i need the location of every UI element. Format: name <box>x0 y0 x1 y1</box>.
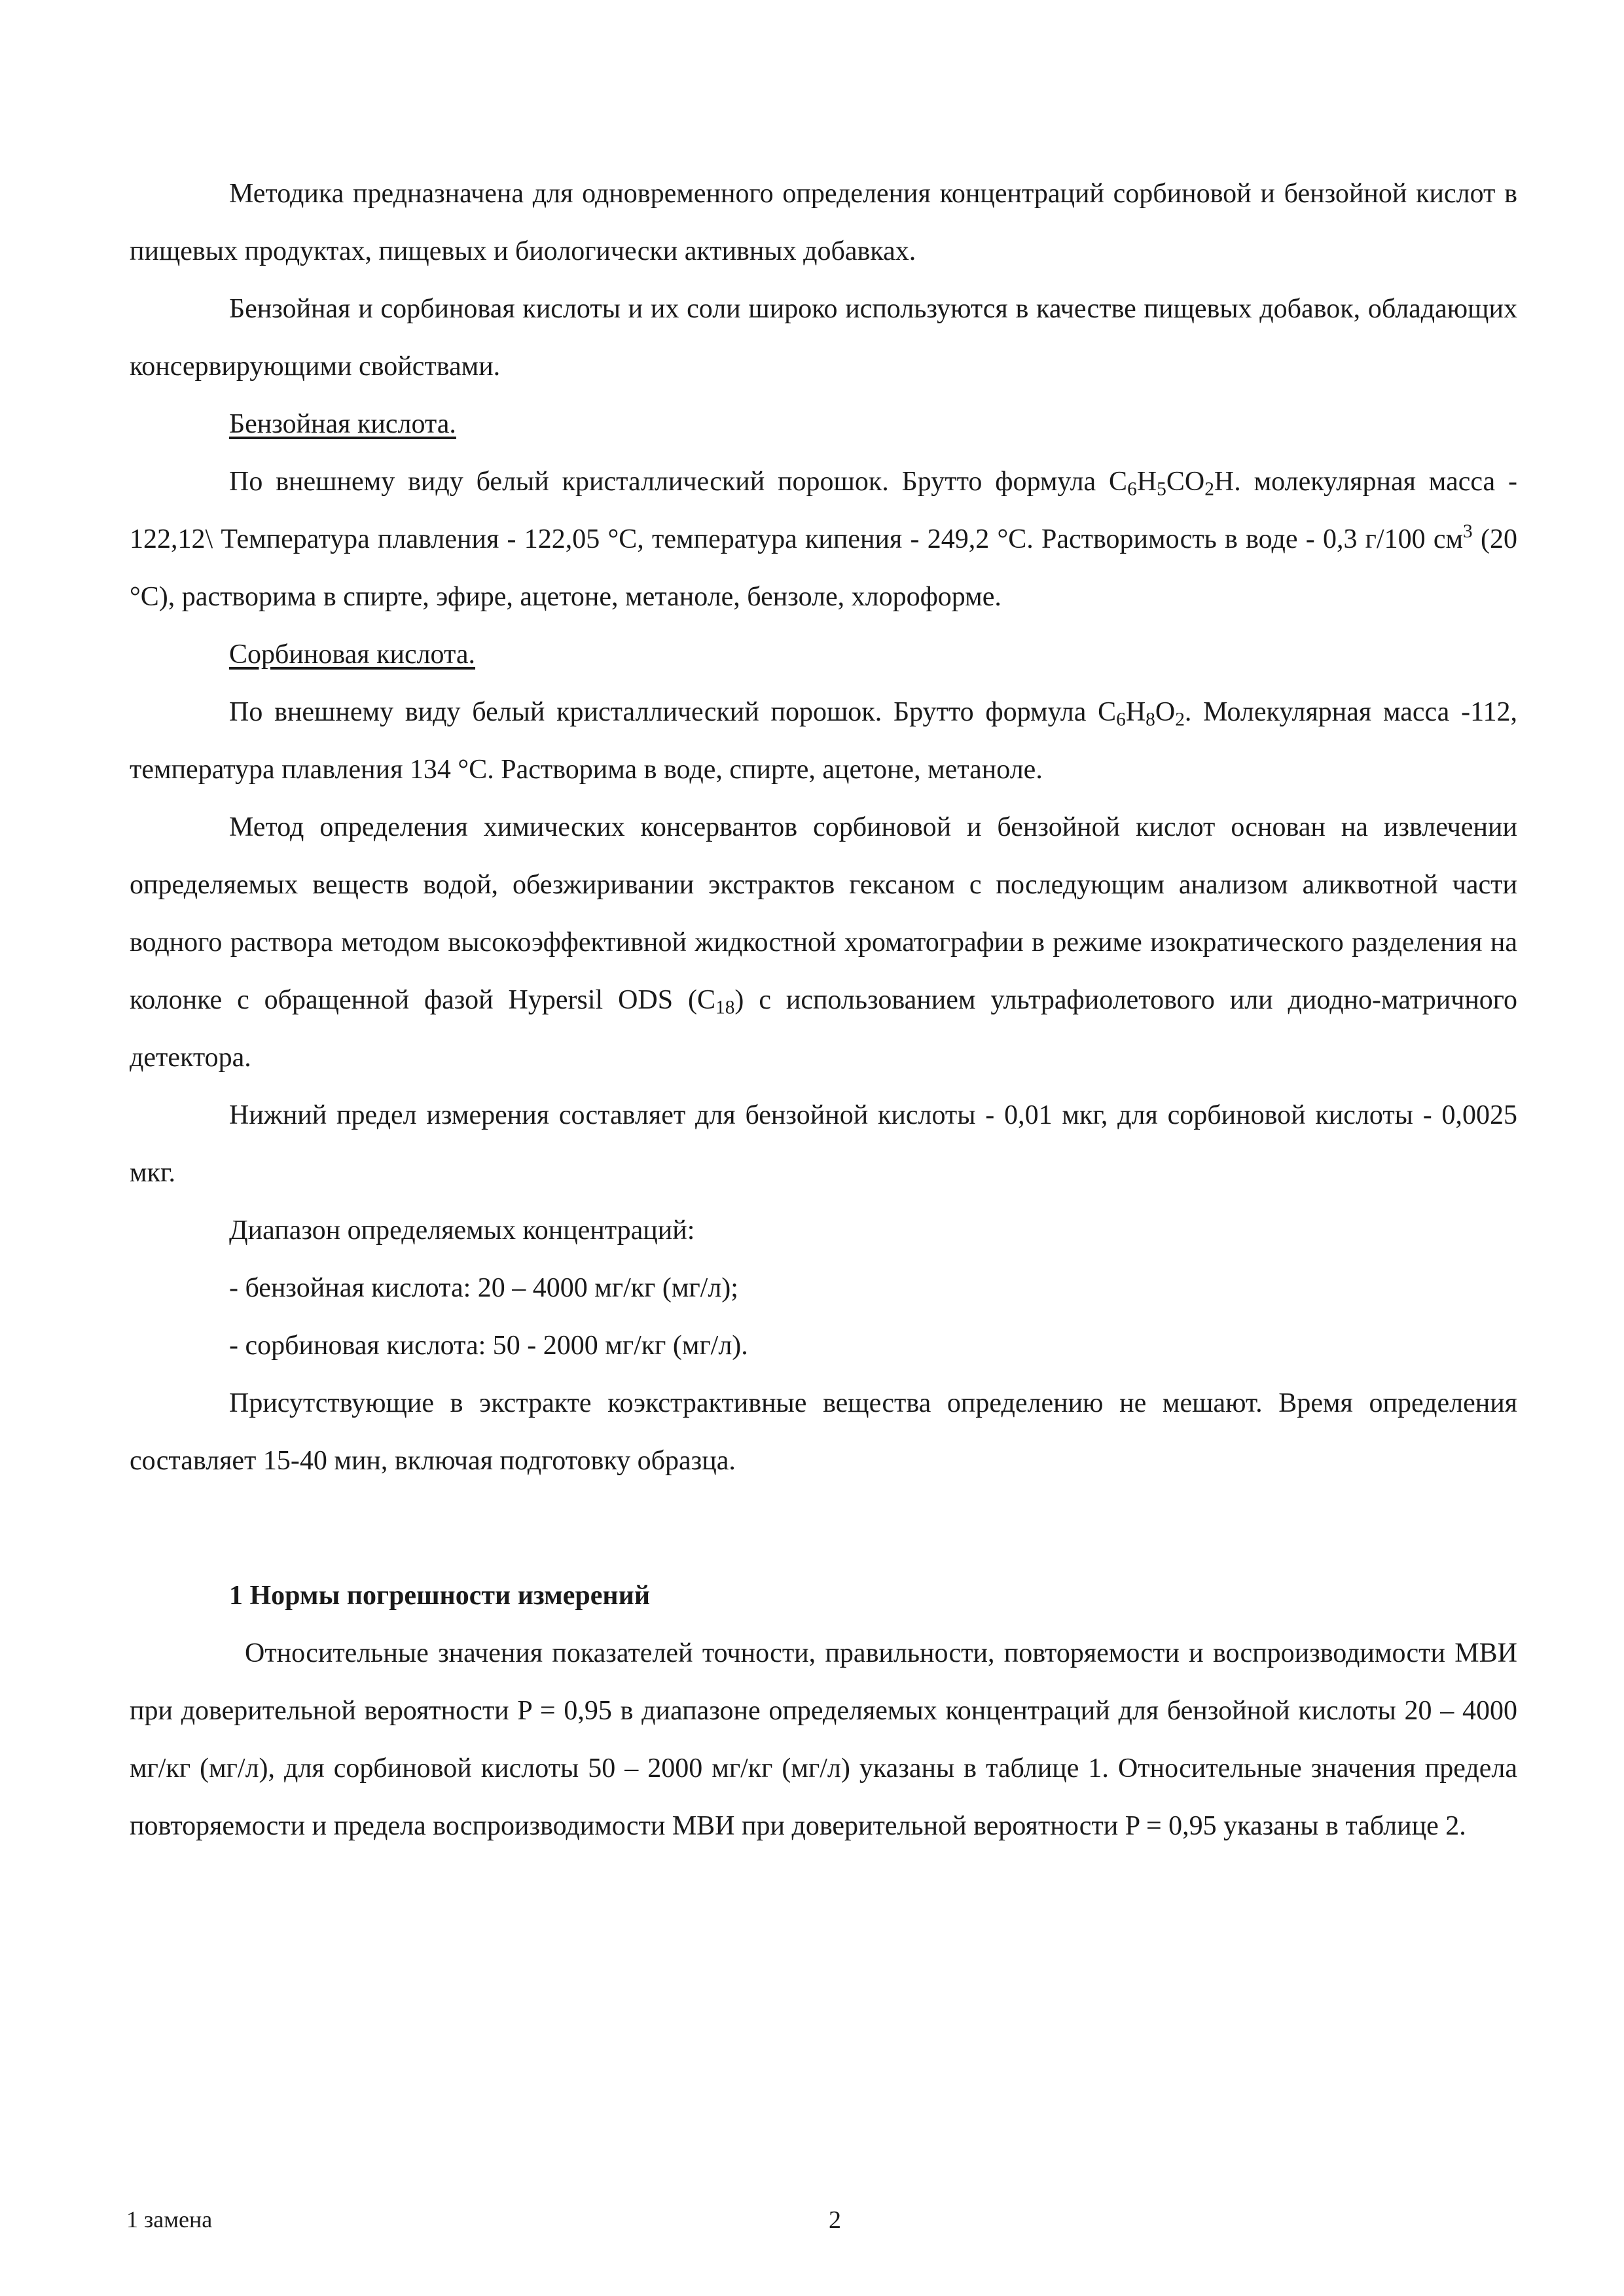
benzoic-text-1: По внешнему виду белый кристаллический порошок. Брутто формула C <box>229 467 1128 497</box>
intro-paragraph-2: Бензойная и сорбиновая кислоты и их соли широко используются в качестве пищевых добавок, обладающих консервирующими свойствами. <box>130 294 1517 382</box>
sorbic-acid-heading <box>130 626 1517 683</box>
benzoic-sub-2: 5 <box>1157 478 1166 500</box>
benzoic-text-2: H <box>1136 467 1157 497</box>
method-sub-1: 18 <box>715 997 735 1018</box>
intro-paragraph-1: Методика предназначена для одновременного определения концентраций сорбиновой и бензойной кислот в пищевых продуктах, пищевых и биологически активных добавках. <box>130 179 1517 266</box>
method-text-2: ) с использованием ультрафиолетового или диодно-матричного детектора. <box>130 985 1517 1073</box>
benzoic-sub-3: 2 <box>1204 478 1214 500</box>
section-1-heading: 1 Нормы погрешности измерений <box>229 1581 651 1611</box>
document-body <box>130 165 1517 1855</box>
sorbic-text-3: O <box>1155 697 1176 727</box>
benzoic-text-4: H. молекулярная масса - 122,12\ Температура плавления - 122,05 °C, температура кипения - 249,2 °C. Растворимость в воде - 0,3 г/100 см <box>130 467 1518 554</box>
range-benzoic: - бензойная кислота: 20 – 4000 мг/кг (мг/л); <box>229 1273 738 1303</box>
sorbic-text-2: H <box>1125 697 1146 727</box>
benzoic-sub-1: 6 <box>1127 478 1137 500</box>
page-number: 2 <box>829 2206 841 2234</box>
benzoic-acid-heading <box>130 395 1517 453</box>
benzoic-acid-description <box>130 453 1517 626</box>
method-paragraph <box>130 798 1517 1086</box>
sorbic-text-4: . Молекулярная масса -112, температура плавления 134 °C. Растворима в воде, спирте, ацетоне, метаноле. <box>130 697 1518 785</box>
benzoic-text-5: (20 °C), растворима в спирте, эфире, ацетоне, метаноле, бензоле, хлороформе. <box>130 524 1517 612</box>
interference-paragraph: Присутствующие в экстракте коэкстрактивные вещества определению не мешают. Время определения составляет 15-40 мин, включая подготовку образца. <box>130 1388 1517 1476</box>
section-1-paragraph: Относительные значения показателей точности, правильности, повторяемости и воспроизводимости МВИ при доверительной вероятности P = 0,95 в диапазоне определяемых концентраций для бензойной кислоты 20 – 4000 мг/кг (мг/л), для сорбиновой кислоты 50 – 2000 мг/кг (мг/л) указаны в таблице 1. Относительные значения предела повторяемости и предела воспроизводимости МВИ при доверительной вероятности P = 0,95 указаны в таблице 2. <box>130 1638 1517 1841</box>
footer-revision: 1 замена <box>126 2206 213 2233</box>
benzoic-sup-1: 3 <box>1463 520 1473 542</box>
benzoic-acid-heading-text: Бензойная кислота. <box>229 409 456 439</box>
sorbic-acid-heading-text: Сорбиновая кислота. <box>229 639 476 670</box>
sorbic-text-1: По внешнему виду белый кристаллический порошок. Брутто формула C <box>229 697 1117 727</box>
sorbic-sub-1: 6 <box>1116 709 1126 730</box>
sorbic-sub-2: 8 <box>1146 709 1155 730</box>
lower-limit-paragraph: Нижний предел измерения составляет для бензойной кислоты - 0,01 мкг, для сорбиновой кислоты - 0,0025 мкг. <box>130 1100 1517 1188</box>
range-sorbic: - сорбиновая кислота: 50 - 2000 мг/кг (мг/л). <box>229 1331 748 1361</box>
benzoic-text-3: CO <box>1166 467 1205 497</box>
range-title: Диапазон определяемых концентраций: <box>229 1215 695 1246</box>
sorbic-acid-description <box>130 683 1517 798</box>
sorbic-sub-3: 2 <box>1175 709 1185 730</box>
method-text-1: Метод определения химических консервантов сорбиновой и бензойной кислот основан на извлечении определяемых веществ водой, обезжиривании экстрактов гексаном с последующим анализом аликвотной части водного раствора методом высокоэффективной жидкостной хроматографии в режиме изократического разделения на колонке с обращенной фазой Hypersil ODS (C <box>130 812 1517 1015</box>
